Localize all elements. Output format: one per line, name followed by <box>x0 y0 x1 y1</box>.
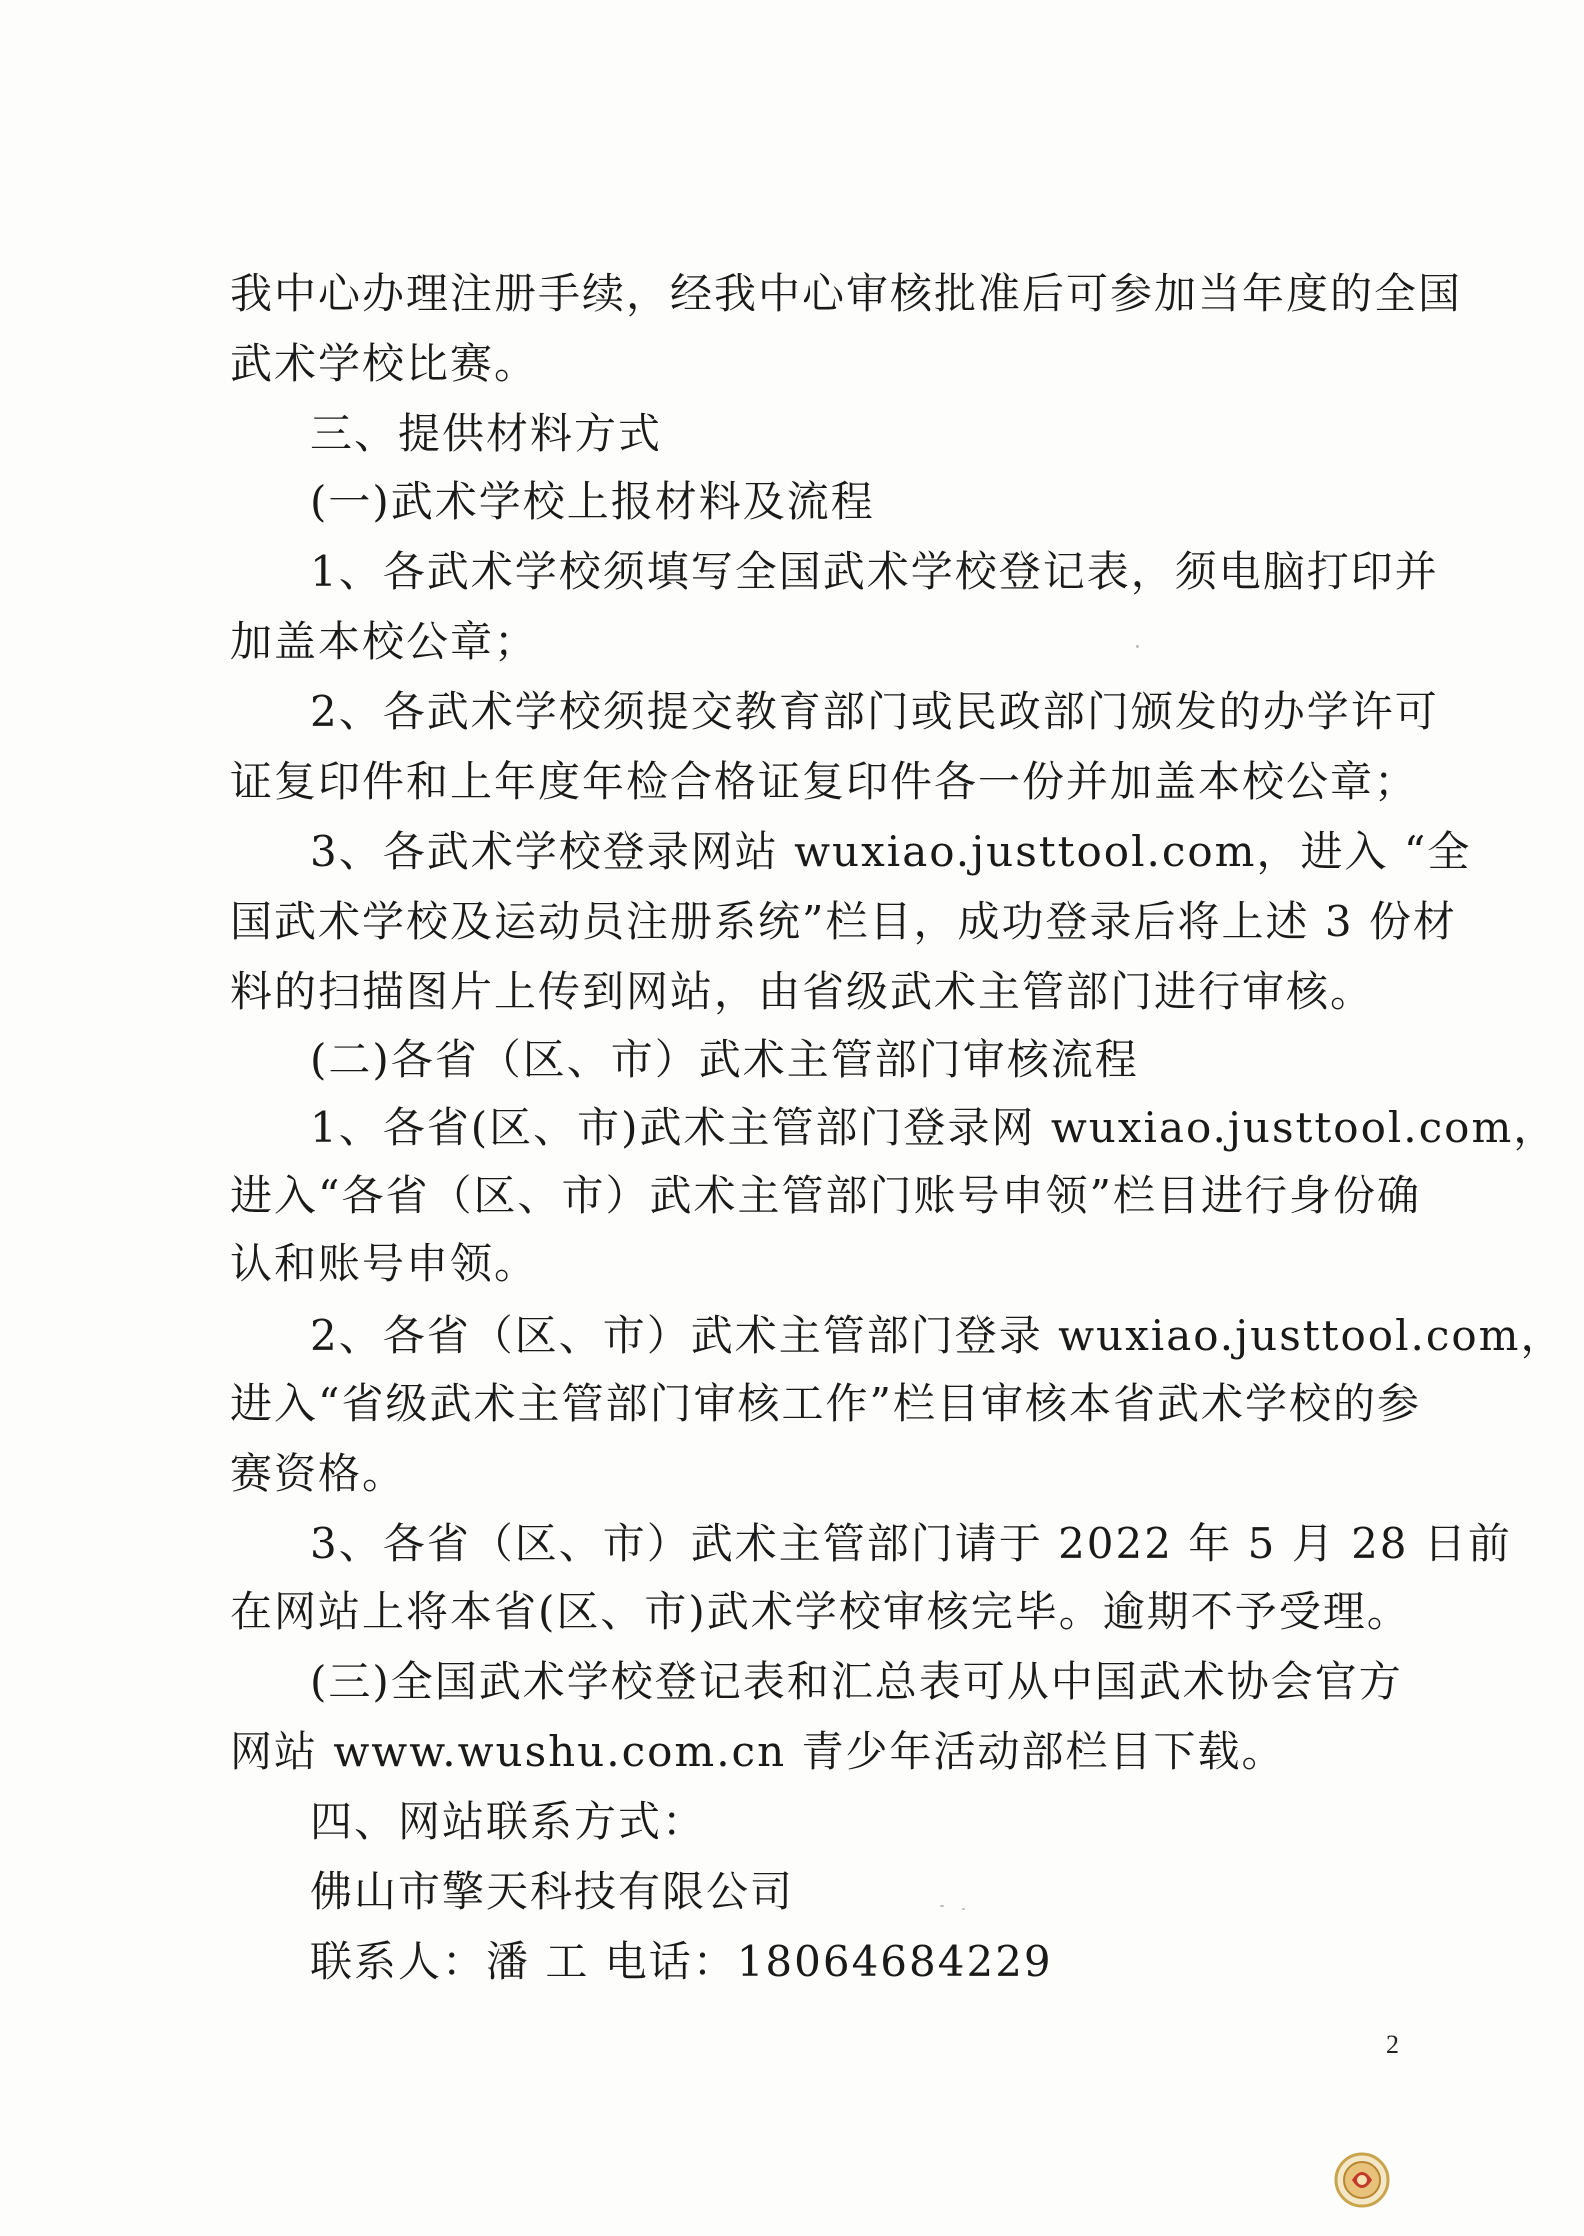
seal-icon <box>1332 2150 1392 2210</box>
body-text-line: 认和账号申领。 <box>230 1239 539 1288</box>
body-text-line: 2、各武术学校须提交教育部门或民政部门颁发的办学许可 <box>310 687 1439 736</box>
body-text-line: 在网站上将本省(区、市)武术学校审核完毕。逾期不予受理。 <box>230 1587 1411 1636</box>
body-text-line: 料的扫描图片上传到网站，由省级武术主管部门进行审核。 <box>230 967 1375 1016</box>
body-text-line: 我中心办理注册手续，经我中心审核批准后可参加当年度的全国 <box>230 269 1463 318</box>
body-text-line: 网站 www.wushu.com.cn 青少年活动部栏目下载。 <box>230 1727 1286 1776</box>
body-text-line: 武术学校比赛。 <box>230 339 539 388</box>
subsection-heading: (三)全国武术学校登记表和汇总表可从中国武术协会官方 <box>310 1657 1403 1706</box>
body-text-line: 进入“各省（区、市）武术主管部门账号申领”栏目进行身份确 <box>230 1171 1421 1220</box>
body-text-line: 3、各省（区、市）武术主管部门请于 2022 年 5 月 28 日前 <box>310 1519 1512 1568</box>
scan-speck <box>962 1908 965 1910</box>
section-heading: 四、网站联系方式： <box>310 1797 707 1846</box>
body-text-line: 证复印件和上年度年检合格证复印件各一份并加盖本校公章； <box>230 757 1419 806</box>
body-text-line: 加盖本校公章； <box>230 617 539 666</box>
subsection-heading: (一)武术学校上报材料及流程 <box>310 477 875 526</box>
contact-line: 联系人：潘 工 电话：18064684229 <box>310 1937 1053 1986</box>
body-text-line: 3、各武术学校登录网站 wuxiao.justtool.com，进入 “全 <box>310 827 1472 876</box>
body-text-line: 赛资格。 <box>230 1449 407 1498</box>
body-text-line: 1、各武术学校须填写全国武术学校登记表，须电脑打印并 <box>310 547 1439 596</box>
company-name: 佛山市擎天科技有限公司 <box>310 1867 795 1916</box>
subsection-heading: (二)各省（区、市）武术主管部门审核流程 <box>310 1035 1139 1084</box>
scan-speck <box>1136 645 1139 648</box>
body-text-line: 1、各省(区、市)武术主管部门登录网 wuxiao.justtool.com， <box>310 1103 1558 1152</box>
page-number: 2 <box>1386 2030 1399 2059</box>
body-text-line: 国武术学校及运动员注册系统”栏目，成功登录后将上述 3 份材 <box>230 897 1457 946</box>
body-text-line: 进入“省级武术主管部门审核工作”栏目审核本省武术学校的参 <box>230 1379 1421 1428</box>
section-heading: 三、提供材料方式 <box>310 409 663 458</box>
scan-speck <box>940 1905 944 1907</box>
body-text-line: 2、各省（区、市）武术主管部门登录 wuxiao.justtool.com， <box>310 1311 1565 1360</box>
